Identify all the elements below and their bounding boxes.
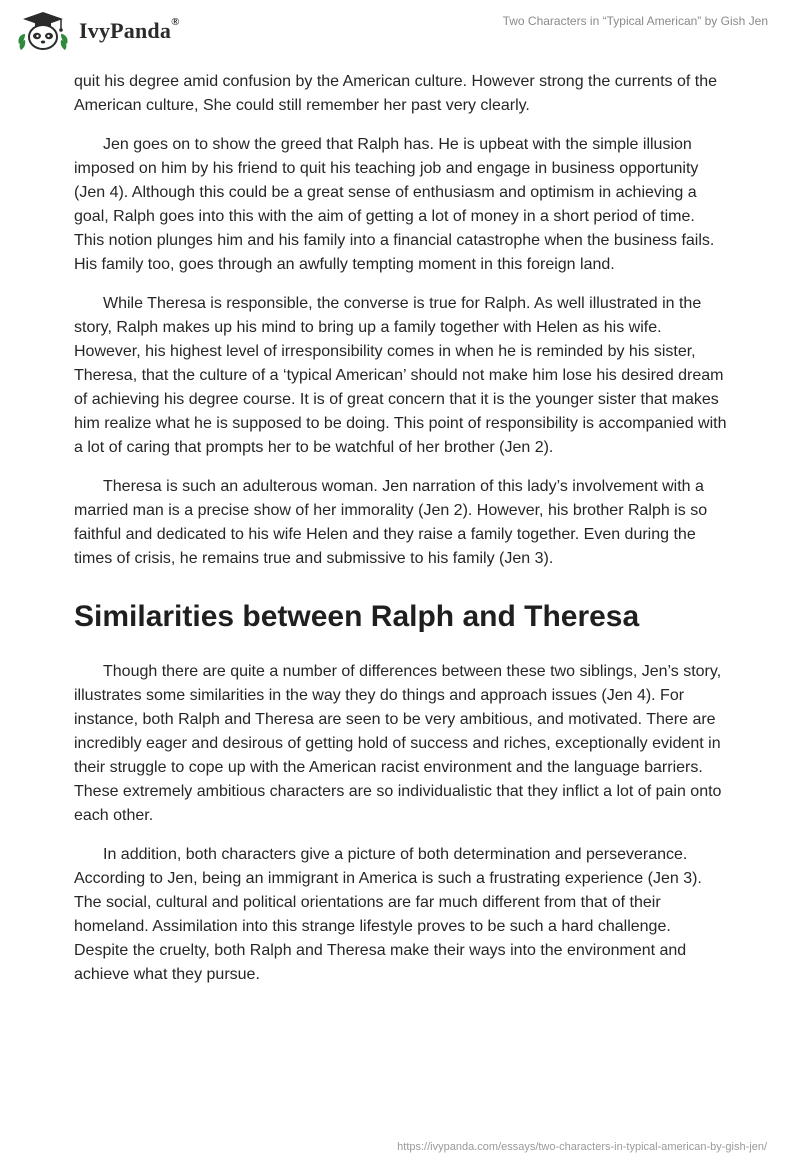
panda-graduate-logo-icon (15, 10, 71, 52)
paragraph: Jen goes on to show the greed that Ralph has. He is upbeat with the simple illusion imposed on him by his friend to quit his teaching job and engage in business opportunity (Jen 4). Although this could be a great sense of enthusiasm and optimism in achieving a goal, Ralph goes into this with the aim of getting a lot of money in a short period of time. This notion plunges him and his family into a financial catastrophe when the business fails. His family too, goes through an awfully tempting moment in this foreign land. (74, 136, 715, 273)
source-url[interactable]: https://ivypanda.com/essays/two-characters-in-typical-american-by-gish-jen/ (397, 1141, 767, 1153)
brand-name: IvyPanda® (79, 16, 180, 43)
paragraph-continuation: quit his degree amid confusion by the American culture. However strong the currents of the American culture, She could still remember her past very clearly. (74, 73, 718, 114)
paragraph: While Theresa is responsible, the converse is true for Ralph. As well illustrated in the story, Ralph makes up his mind to bring up a family together with Helen as his wife. However, his highest level of irresponsibility comes in when he is reminded by his sister, Theresa, that the culture of a ‘typical American’ should not make him lose his desired dream of achieving his degree course. It is of great concern that it is the younger sister that makes him realize what he is supposed to be doing. This point of responsibility is accompanied with a lot of caring that prompts her to be watchful of her brother (Jen 2). (74, 295, 727, 456)
section-heading: Similarities between Ralph and Theresa (74, 600, 640, 633)
document-title: Two Characters in “Typical American” by Gish Jen (502, 14, 768, 28)
essay-body (74, 70, 728, 1002)
paragraph: In addition, both characters give a picture of both determination and perseverance. According to Jen, being an immigrant in America is such a frustrating experience (Jen 3). The social, cultural and political orientations are far much different from that of their homeland. Assimilation into this strange lifestyle proves to be such a hard challenge. Despite the cruelty, both Ralph and Theresa make their ways into the environment and achieve what they pursue. (74, 846, 702, 983)
ivypanda-logo[interactable] (15, 10, 180, 52)
paragraph: Theresa is such an adulterous woman. Jen narration of this lady’s involvement with a married man is a precise show of her immorality (Jen 2). However, his brother Ralph is so faithful and dedicated to his wife Helen and they raise a family together. Even during the times of crisis, he remains true and submissive to his family (Jen 3). (74, 478, 708, 567)
page-header (0, 0, 800, 70)
paragraph: Though there are quite a number of differences between these two siblings, Jen’s story, illustrates some similarities in the way they do things and approach issues (Jen 4). For instance, both Ralph and Theresa are seen to be very ambitious, and motivated. There are incredibly eager and desirous of getting hold of success and riches, exceptionally evident in their struggle to cope up with the American racist environment and the language barriers. These extremely ambitious characters are so individualistic that they inflict a lot of pain onto each other. (74, 663, 722, 824)
